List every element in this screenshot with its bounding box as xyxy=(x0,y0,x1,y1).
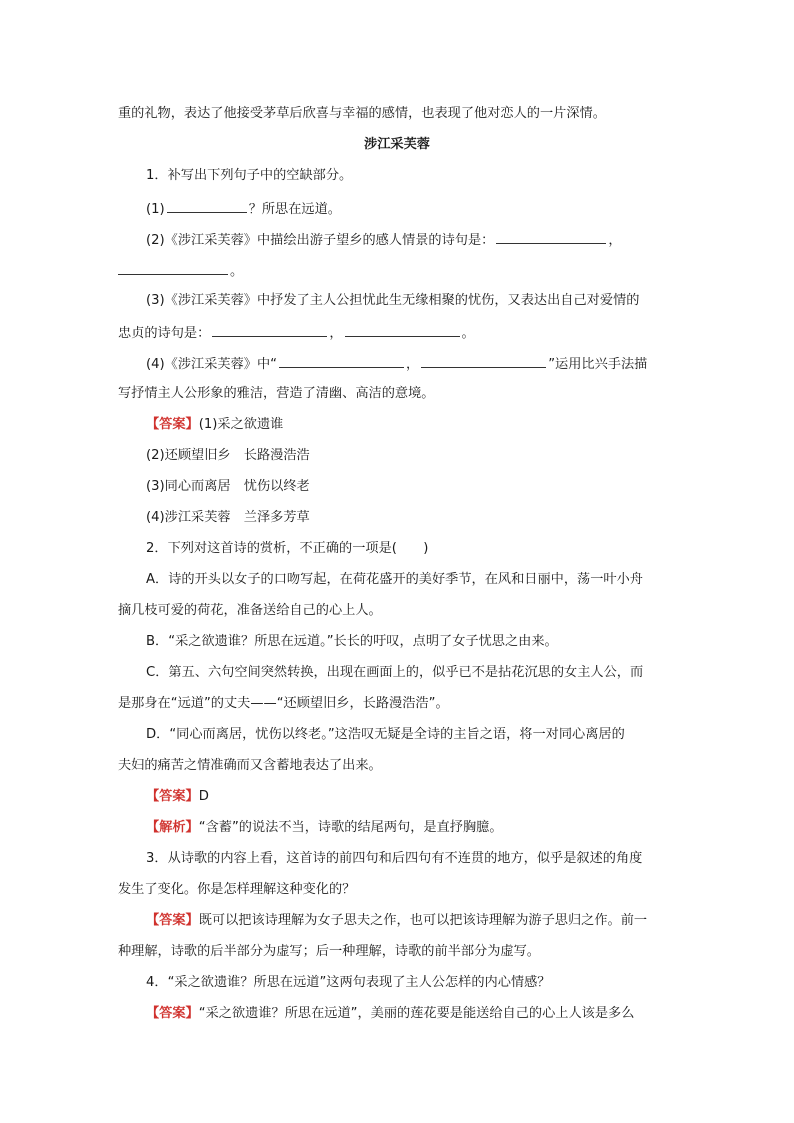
q2-option-d: D．“同心而离居，忧伤以终老。”这浩叹无疑是全诗的主旨之语，将一对同心离居的 xyxy=(146,727,625,742)
period: 。 xyxy=(230,264,244,279)
comma: ， xyxy=(329,326,343,341)
q3-answer-text: 既可以把该诗理解为女子思夫之作，也可以把该诗理解为游子思归之作。前一 xyxy=(198,913,648,928)
q1-s1-prefix: (1) xyxy=(146,202,165,217)
q1-sentence-2 xyxy=(146,229,794,251)
q1-s4-suffix: ”运用比兴手法描 xyxy=(548,357,648,372)
intro-text: 重的礼物，表达了他接受茅草后欣喜与幸福的感情，也表现了他对恋人的一片深情。 xyxy=(118,106,606,121)
q1-answer-2: (2)还顾望旧乡 长路漫浩浩 xyxy=(146,448,310,463)
q3-prompt-cont: 发生了变化。你是怎样理解这种变化的？ xyxy=(118,882,356,897)
q1-s1-suffix: ？所思在远道。 xyxy=(248,202,341,217)
q2-option-c: C．第五、六句空间突然转换，出现在画面上的，似乎已不是拈花沉思的女主人公，而 xyxy=(146,665,644,680)
q1-sentence-4-cont: 写抒情主人公形象的雅洁，营造了清幽、高洁的意境。 xyxy=(118,386,435,401)
fill-blank xyxy=(279,353,404,368)
comma: ， xyxy=(608,233,622,248)
fill-blank xyxy=(167,198,247,213)
q3-answer-cont: 种理解，诗歌的后半部分为虚写；后一种理解，诗歌的前半部分为虚写。 xyxy=(118,944,540,959)
fill-blank xyxy=(212,322,327,337)
q1-answer-1: (1)采之欲遗谁 xyxy=(198,417,284,432)
answer-tag: 【答案】 xyxy=(146,417,199,432)
analysis-tag: 【解析】 xyxy=(146,820,199,835)
q2-option-d-cont: 夫妇的痛苦之情准确而又含蓄地表达了出来。 xyxy=(118,758,382,773)
q2-answer xyxy=(146,787,794,807)
fill-blank xyxy=(118,260,228,275)
q3-answer xyxy=(146,911,794,931)
poem-title: 涉江采芙蓉 xyxy=(364,137,430,152)
q2-analysis xyxy=(146,818,794,838)
fill-blank xyxy=(345,322,460,337)
comma: ， xyxy=(406,357,420,372)
q1-s3-text: 忠贞的诗句是： xyxy=(118,326,211,341)
q2-option-a-cont: 摘几枝可爱的荷花，准备送给自己的心上人。 xyxy=(118,603,382,618)
q2-prompt: 2．下列对这首诗的赏析，不正确的一项是( ) xyxy=(146,541,429,556)
fill-blank xyxy=(496,229,606,244)
answer-tag: 【答案】 xyxy=(146,1006,199,1021)
q2-answer-value: D xyxy=(198,789,209,804)
q2-option-b: B．“采之欲遗谁？所思在远道。”长长的吁叹，点明了女子忧思之由来。 xyxy=(146,634,558,649)
q4-answer xyxy=(146,1004,794,1024)
q1-sentence-2-cont xyxy=(118,260,794,282)
q1-answer xyxy=(146,415,794,435)
q4-answer-text: “采之欲遗谁？所思在远道”，美丽的莲花要是能送给自己的心上人该是多么 xyxy=(198,1006,635,1021)
answer-tag: 【答案】 xyxy=(146,789,199,804)
q1-sentence-3: (3)《涉江采芙蓉》中抒发了主人公担忧此生无缘相聚的忧伤，又表达出自己对爱情的 xyxy=(146,293,640,308)
q2-option-a: A．诗的开头以女子的口吻写起，在荷花盛开的美好季节，在风和日丽中，荡一叶小舟 xyxy=(146,572,643,587)
q2-option-c-cont: 是那身在“远道”的丈夫——“还顾望旧乡，长路漫浩浩”。 xyxy=(118,696,449,711)
q4-prompt: 4．“采之欲遗谁？所思在远道”这两句表现了主人公怎样的内心情感？ xyxy=(146,975,551,990)
q3-prompt: 3．从诗歌的内容上看，这首诗的前四句和后四句有不连贯的地方，似乎是叙述的角度 xyxy=(146,851,643,866)
fill-blank xyxy=(421,353,546,368)
q1-s4-prefix: (4)《涉江采芙蓉》中“ xyxy=(146,357,278,372)
period: 。 xyxy=(461,326,475,341)
q1-prompt: 1．补写出下列句子中的空缺部分。 xyxy=(146,168,353,183)
q1-answer-3: (3)同心而离居 忧伤以终老 xyxy=(146,479,310,494)
q2-analysis-text: “含蓄”的说法不当，诗歌的结尾两句，是直抒胸臆。 xyxy=(198,820,503,835)
answer-tag: 【答案】 xyxy=(146,913,199,928)
q1-answer-4: (4)涉江采芙蓉 兰泽多芳草 xyxy=(146,510,310,525)
q1-sentence-3-cont xyxy=(118,322,794,344)
q1-sentence-4 xyxy=(146,353,794,375)
q1-s2-text: (2)《涉江采芙蓉》中描绘出游子望乡的感人情景的诗句是： xyxy=(146,233,495,248)
q1-sentence-1 xyxy=(146,198,794,220)
